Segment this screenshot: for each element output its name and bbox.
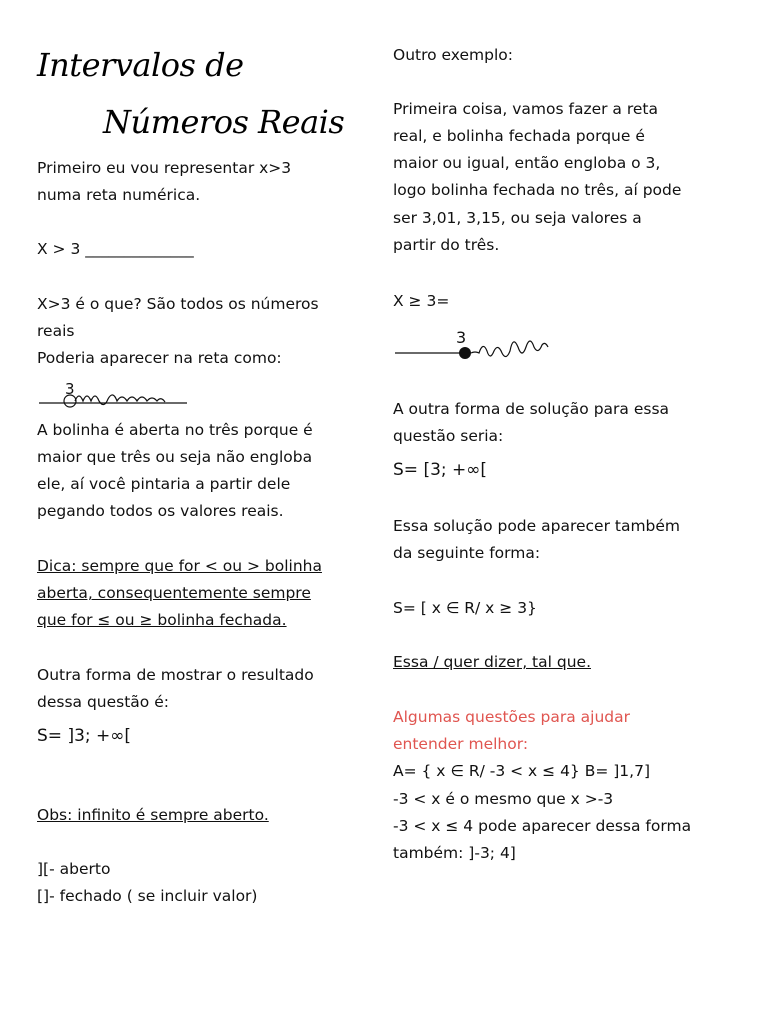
other-solution-line-1: A outra forma de solução para essa <box>393 400 670 418</box>
tip-line-1: Dica: sempre que for < ou > bolinha <box>37 557 322 575</box>
first-thing-line-2: real, e bolinha fechada porque é <box>393 127 645 145</box>
explain-line-1: X>3 é o que? São todos os números <box>37 295 319 313</box>
first-thing-line-1: Primeira coisa, vamos fazer a reta <box>393 100 658 118</box>
other-solution-line-2: questão seria: <box>393 427 504 445</box>
meaning-note: Essa / quer dizer, tal que. <box>393 653 591 671</box>
intro-line-2: numa reta numérica. <box>37 186 201 204</box>
other-example-heading: Outro exemplo: <box>393 46 513 64</box>
tip-line-2: aberta, consequentemente sempre <box>37 584 311 602</box>
first-thing-line-3: maior ou igual, então engloba o 3, <box>393 154 661 172</box>
question-line-2: -3 < x é o mesmo que x >-3 <box>393 790 614 808</box>
open-ball-line-4: pegando todos os valores reais. <box>37 502 284 520</box>
obs-infinity: Obs: infinito é sempre aberto. <box>37 806 269 824</box>
first-thing-line-4: logo bolinha fechada no três, aí pode <box>393 181 682 199</box>
closed-ball-icon <box>459 347 471 359</box>
question-line-3: -3 < x ≤ 4 pode aparecer dessa forma <box>393 817 692 835</box>
shading-scribble <box>471 341 548 357</box>
first-thing-line-6: partir do três. <box>393 236 500 254</box>
question-line-1: A= { x ∈ R/ -3 < x ≤ 4} B= ]1,7] <box>393 762 651 780</box>
solution-open-interval: S= ]3; +∞[ <box>37 726 132 746</box>
first-thing-line-5: ser 3,01, 3,15, ou seja valores a <box>393 209 642 227</box>
intro-line-1: Primeiro eu vou representar x>3 <box>37 159 292 177</box>
number-line-closed-sketch <box>393 324 563 366</box>
other-form-line-2: dessa questão é: <box>37 693 169 711</box>
open-ball-line-3: ele, aí você pintaria a partir dele <box>37 475 291 493</box>
explain-line-3: Poderia aparecer na reta como: <box>37 349 282 367</box>
sketch-label-3: 3 <box>456 328 467 347</box>
open-ball-line-1: A bolinha é aberta no três porque é <box>37 421 313 439</box>
solution-set-builder: S= [ x ∈ R/ x ≥ 3} <box>393 599 537 617</box>
sketch-label-3: 3 <box>65 380 75 398</box>
page-title-line-2: Números Reais <box>103 103 345 141</box>
tip-line-3: que for ≤ ou ≥ bolinha fechada. <box>37 611 287 629</box>
also-appear-line-2: da seguinte forma: <box>393 544 541 562</box>
open-ball-line-2: maior que três ou seja não engloba <box>37 448 313 466</box>
bracket-closed-note: []- fechado ( se incluir valor) <box>37 887 258 905</box>
solution-closed-interval: S= [3; +∞[ <box>393 460 488 480</box>
question-line-4: também: ]-3; 4] <box>393 844 516 862</box>
x-greater-3-line: X > 3 ______________ <box>37 240 194 258</box>
page-title-line-1: Intervalos de <box>37 46 244 84</box>
bracket-open-note: ][- aberto <box>37 860 111 878</box>
also-appear-line-1: Essa solução pode aparecer também <box>393 517 681 535</box>
questions-intro-line-1: Algumas questões para ajudar <box>393 708 631 726</box>
other-form-line-1: Outra forma de mostrar o resultado <box>37 666 314 684</box>
explain-line-2: reais <box>37 322 75 340</box>
number-line-open-sketch <box>37 376 197 414</box>
questions-intro-line-2: entender melhor: <box>393 735 529 753</box>
x-greater-equal-3-line: X ≥ 3= <box>393 292 450 310</box>
